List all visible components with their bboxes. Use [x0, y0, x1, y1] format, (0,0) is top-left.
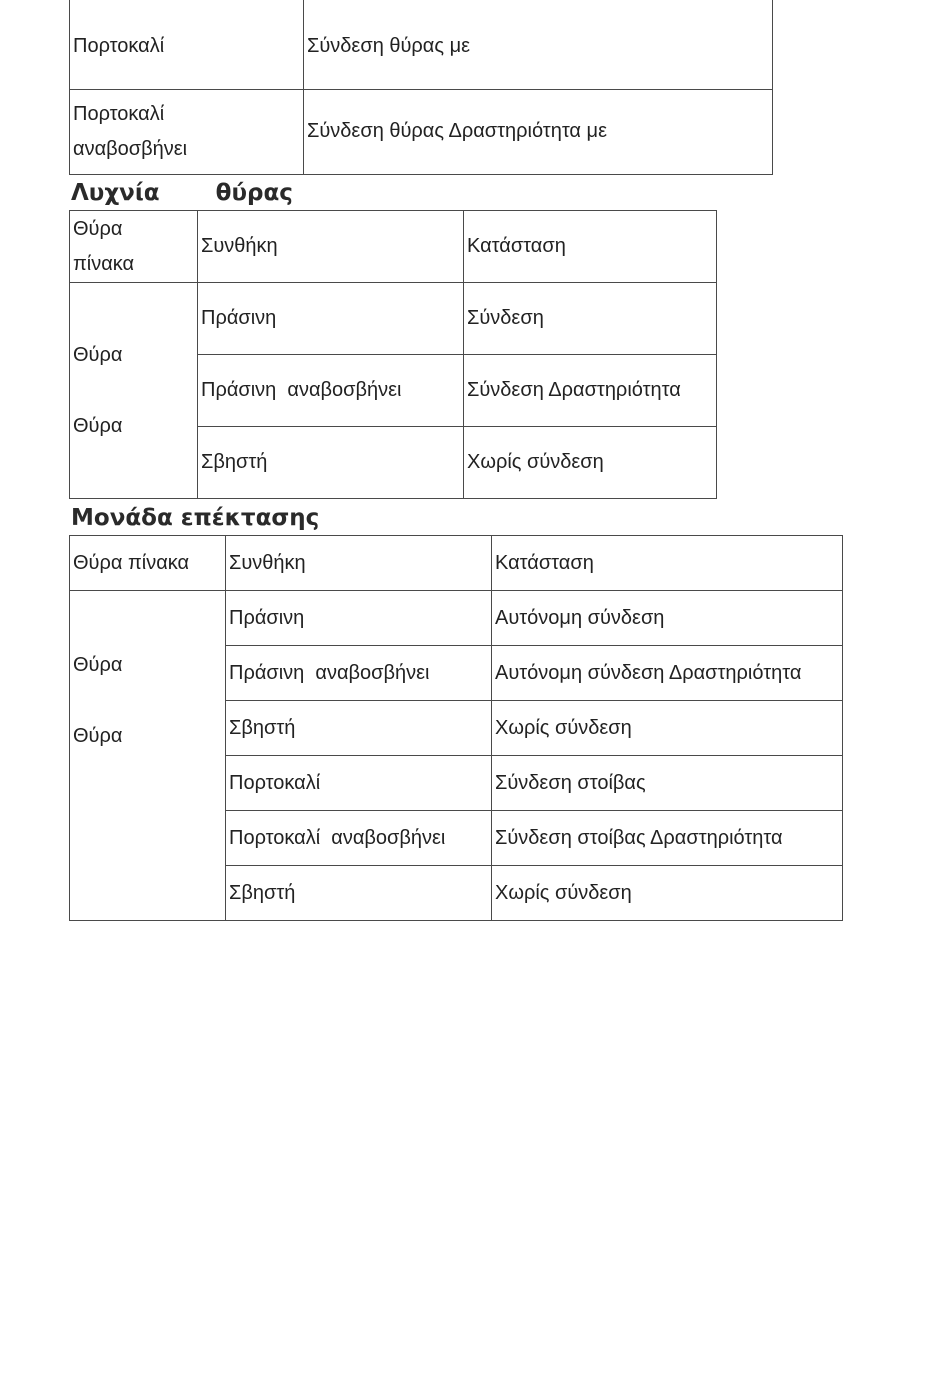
status-cell: Σύνδεση θύρας με: [304, 0, 773, 89]
port-label-cell: Θύρα Θύρα: [70, 591, 226, 921]
header-condition: Συνθήκη: [198, 211, 464, 283]
led-color-cell: Πορτοκαλί αναβοσβήνει: [70, 89, 304, 174]
section-heading-lamp: Λυχνία θύρας: [71, 180, 293, 206]
table-header-row: [70, 211, 717, 283]
state-cell: Σύνδεση στοίβας: [492, 756, 843, 811]
header-panel-port: Θύρα πίνακα: [70, 211, 198, 283]
condition-cell: Πορτοκαλί: [226, 756, 492, 811]
state-cell: Αυτόνομη σύνδεση Δραστηριότητα: [492, 646, 843, 701]
expansion-unit-table: [69, 535, 843, 921]
table-header-row: [70, 536, 843, 591]
state-cell: Σύνδεση: [464, 283, 717, 355]
header-condition: Συνθήκη: [226, 536, 492, 591]
table-row: [70, 0, 773, 89]
port-lamp-table: [69, 210, 717, 499]
state-cell: Αυτόνομη σύνδεση: [492, 591, 843, 646]
header-state: Κατάσταση: [464, 211, 717, 283]
condition-cell: Πράσινη αναβοσβήνει: [226, 646, 492, 701]
state-cell: Σύνδεση στοίβας Δραστηριότητα: [492, 811, 843, 866]
table-row: [70, 283, 717, 355]
header-panel-port: Θύρα πίνακα: [70, 536, 226, 591]
table-row: [70, 89, 773, 174]
top-status-table: [69, 0, 773, 175]
condition-cell: Σβηστή: [198, 427, 464, 499]
condition-cell: Σβηστή: [226, 866, 492, 921]
table-row: [70, 591, 843, 646]
condition-cell: Πορτοκαλί αναβοσβήνει: [226, 811, 492, 866]
state-cell: Σύνδεση Δραστηριότητα: [464, 355, 717, 427]
state-cell: Χωρίς σύνδεση: [492, 701, 843, 756]
condition-cell: Σβηστή: [226, 701, 492, 756]
state-cell: Χωρίς σύνδεση: [492, 866, 843, 921]
condition-cell: Πράσινη αναβοσβήνει: [198, 355, 464, 427]
port-label-cell: Θύρα Θύρα: [70, 283, 198, 499]
status-cell: Σύνδεση θύρας Δραστηριότητα με: [304, 89, 773, 174]
section-heading-expansion: Μονάδα επέκτασης: [71, 505, 320, 531]
condition-cell: Πράσινη: [198, 283, 464, 355]
state-cell: Χωρίς σύνδεση: [464, 427, 717, 499]
header-state: Κατάσταση: [492, 536, 843, 591]
led-color-cell: Πορτοκαλί: [70, 0, 304, 89]
condition-cell: Πράσινη: [226, 591, 492, 646]
